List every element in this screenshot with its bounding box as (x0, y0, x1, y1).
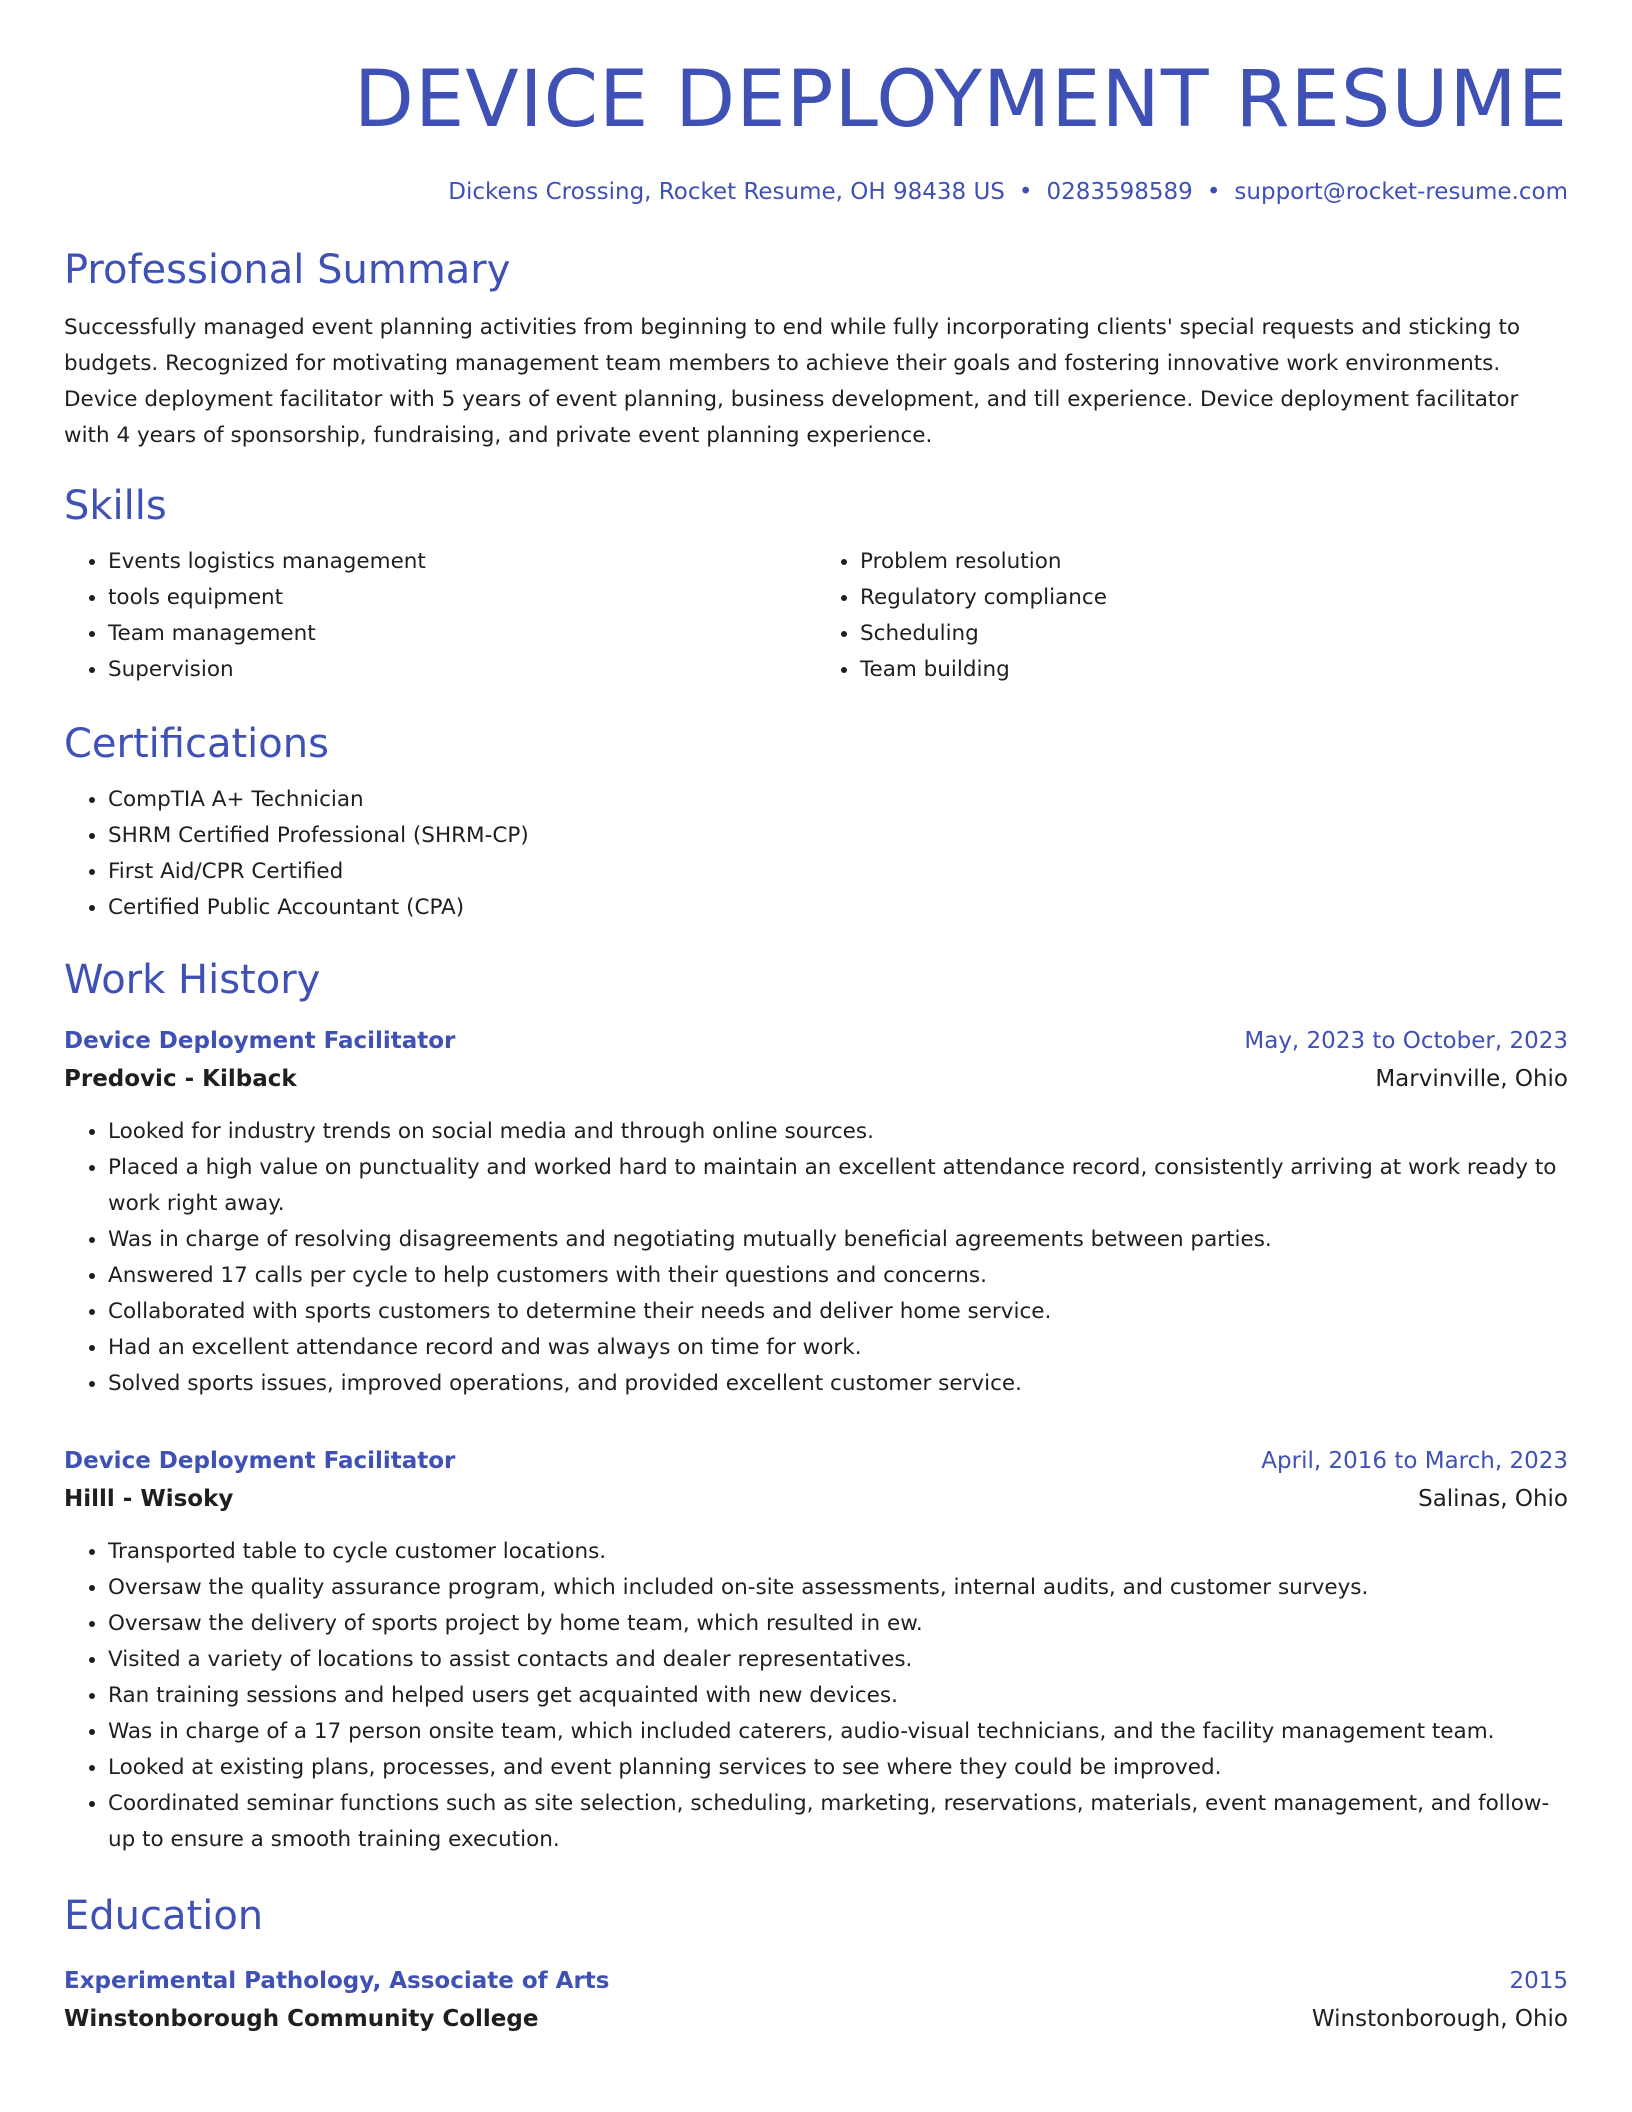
job-bullet: • Looked at existing plans, processes, and event planning services to see where they could be improved. (108, 1750, 1568, 1786)
education-degree: Experimental Pathology, Associate of Arts (64, 1968, 610, 1994)
job-bullet: • Ran training sessions and helped users get acquainted with new devices. (108, 1678, 1568, 1714)
contact-separator: • (1018, 179, 1033, 205)
education-school: Winstonborough Community College (64, 2006, 539, 2032)
education-entry (64, 1962, 1568, 2038)
job-bullet: • Coordinated seminar functions such as site selection, scheduling, marketing, reservations, materials, event management, and follow-up to ensure a smooth training execution. (108, 1786, 1568, 1858)
summary-text: Successfully managed event planning activities from beginning to end while fully incorporating clients' special requests and sticking to budgets. Recognized for motivating management team members to achieve their goals and fostering innovative work environments. Device deployment facilitator with 5 years of event planning, business development, and till experience. Device deployment facilitator with 4 years of sponsorship, fundraising, and private event planning experience. (64, 315, 1521, 448)
skills-list-left (64, 544, 816, 688)
contact-phone: 0283598589 (1046, 179, 1193, 205)
contact-line (64, 176, 1568, 208)
job-bullet: • Solved sports issues, improved operations, and provided excellent customer service. (108, 1366, 1568, 1402)
job-bullet: • Visited a variety of locations to assist contacts and dealer representatives. (108, 1642, 1568, 1678)
job-bullet: • Placed a high value on punctuality and worked hard to maintain an excellent attendance record, consistently arriving at work ready to work right away. (108, 1150, 1568, 1222)
certification-item: • Certified Public Accountant (CPA) (108, 890, 1568, 926)
job-location: Salinas, Ohio (1418, 1486, 1568, 1512)
job-company: Hilll - Wisoky (64, 1486, 234, 1512)
certification-item: • CompTIA A+ Technician (108, 782, 1568, 818)
job-location: Marvinville, Ohio (1375, 1066, 1568, 1092)
job-bullets (64, 1114, 1568, 1402)
job-company: Predovic - Kilback (64, 1066, 297, 1092)
job-entry (64, 1442, 1568, 1858)
certification-item: • First Aid/CPR Certified (108, 854, 1568, 890)
skill-item: • Problem resolution (860, 544, 1568, 580)
job-company-row (64, 1480, 1568, 1518)
resume-header (64, 0, 1568, 208)
certification-item: • SHRM Certified Professional (SHRM-CP) (108, 818, 1568, 854)
job-bullet: • Answered 17 calls per cycle to help customers with their questions and concerns. (108, 1258, 1568, 1294)
education-school-row (64, 2000, 1568, 2038)
skill-item: • Team management (108, 616, 816, 652)
section-title-certifications: Certifications (64, 721, 329, 767)
skill-item: • Supervision (108, 652, 816, 688)
job-bullet: • Looked for industry trends on social media and through online sources. (108, 1114, 1568, 1150)
job-bullet: • Transported table to cycle customer locations. (108, 1534, 1568, 1570)
section-title-work-history: Work History (64, 957, 321, 1003)
job-bullet: • Was in charge of resolving disagreements and negotiating mutually beneficial agreements between parties. (108, 1222, 1568, 1258)
skill-item: • Scheduling (860, 616, 1568, 652)
job-dates: May, 2023 to October, 2023 (1244, 1028, 1568, 1054)
education-location: Winstonborough, Ohio (1311, 2006, 1568, 2032)
job-heading-row (64, 1442, 1568, 1480)
skill-item: • tools equipment (108, 580, 816, 616)
skill-item: • Events logistics management (108, 544, 816, 580)
contact-email: support@rocket-resume.com (1234, 179, 1568, 205)
job-role: Device Deployment Facilitator (64, 1028, 456, 1054)
skills-columns (64, 544, 1568, 688)
job-bullet: • Collaborated with sports customers to determine their needs and deliver home service. (108, 1294, 1568, 1330)
education-year: 2015 (1509, 1968, 1568, 1994)
job-company-row (64, 1060, 1568, 1098)
section-title-skills: Skills (64, 483, 167, 529)
resume-title: DEVICE DEPLOYMENT RESUME (353, 55, 1568, 145)
skills-list-right (816, 544, 1568, 688)
job-bullets (64, 1534, 1568, 1858)
contact-separator: • (1206, 179, 1221, 205)
section-title-summary: Professional Summary (64, 247, 511, 293)
job-bullet: • Oversaw the delivery of sports project by home team, which resulted in ew. (108, 1606, 1568, 1642)
job-bullet: • Oversaw the quality assurance program, which included on-site assessments, internal audits, and customer surveys. (108, 1570, 1568, 1606)
job-role: Device Deployment Facilitator (64, 1448, 456, 1474)
job-bullet: • Was in charge of a 17 person onsite team, which included caterers, audio-visual technicians, and the facility management team. (108, 1714, 1568, 1750)
skill-item: • Regulatory compliance (860, 580, 1568, 616)
section-title-education: Education (64, 1893, 264, 1939)
job-bullet: • Had an excellent attendance record and was always on time for work. (108, 1330, 1568, 1366)
contact-address: Dickens Crossing, Rocket Resume, OH 98438 US (448, 179, 1005, 205)
education-heading-row (64, 1962, 1568, 2000)
job-dates: April, 2016 to March, 2023 (1261, 1448, 1568, 1474)
skill-item: • Team building (860, 652, 1568, 688)
certifications-list (64, 782, 1568, 926)
job-entry (64, 1022, 1568, 1402)
job-heading-row (64, 1022, 1568, 1060)
